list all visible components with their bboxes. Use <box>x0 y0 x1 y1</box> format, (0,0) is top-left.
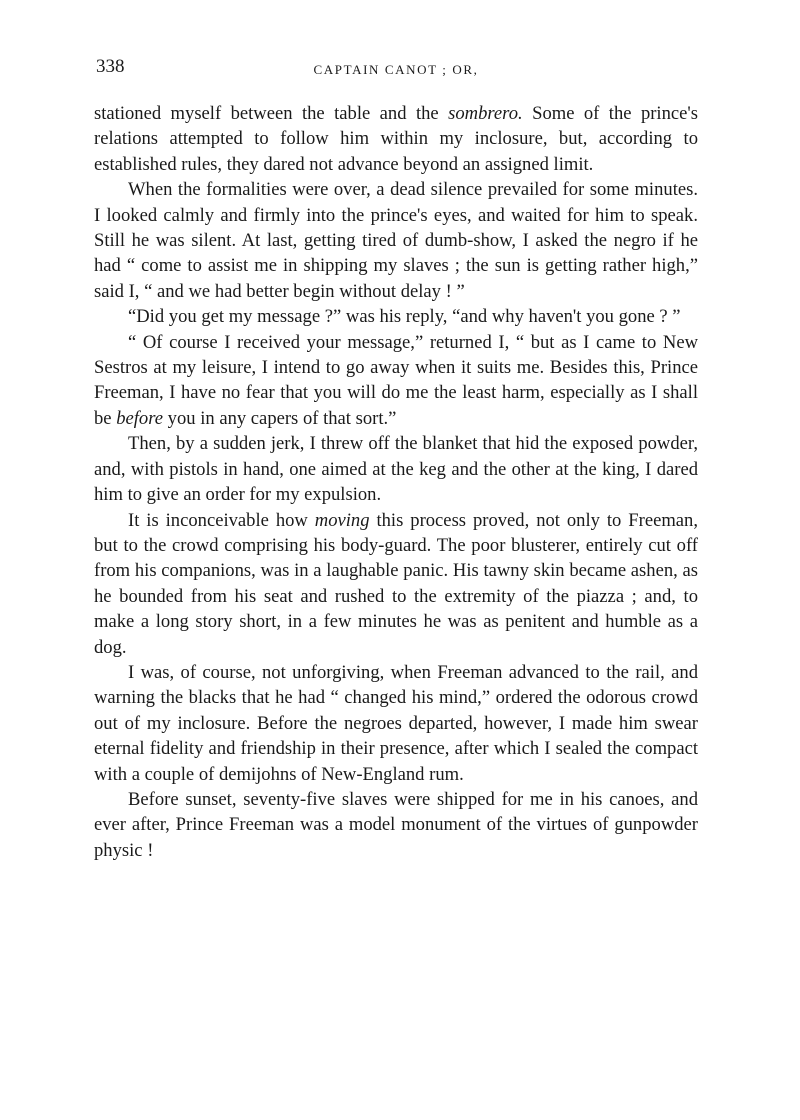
italic-word-before: before <box>116 407 164 429</box>
italic-word-sombrero: sombrero. <box>448 103 523 124</box>
paragraph-2: When the formalities were over, a dead silence prevailed for some minutes. I looked calmly and firmly into the prince's eyes, and waited for him to speak. Still he was silent. At last, getting tired of dumb-show, I asked the negro if he had “ come to assist me in shipping my slaves ; the sun is getting rather high,” said I, “ and we had better begin without delay ! ” <box>94 179 698 302</box>
running-title: CAPTAIN CANOT ; OR, <box>313 62 479 77</box>
paragraph-6: It is inconceivable how moving this process proved, not only to Freeman, but to the crowd comprising his body-guard. The poor blusterer, entirely cut off from his companions, was in a laughable panic. His tawny skin became ashen, as he bounded from his seat and rushed to the extremity of the piazza ; and, to make a long story short, in a few minutes he was as penitent and humble as a dog. <box>94 509 698 658</box>
paragraph-4: “ Of course I received your message,” returned I, “ but as I came to New Sestros at my leisure, I intend to go away when it suits me. Besides this, Prince Freeman, I have no fear that you will do me the least harm, especially as I shall be before you in any capers of that sort.” <box>94 331 698 429</box>
page-number: 338 <box>96 56 125 77</box>
paragraph-3: “Did you get my message ?” was his reply, “and why haven't you gone ? ” <box>128 306 681 328</box>
paragraph-5: Then, by a sudden jerk, I threw off the blanket that hid the exposed powder, and, with pistols in hand, one aimed at the keg and the other at the king, I dared him to give an order for my expulsion. <box>94 433 698 506</box>
paragraph-1: stationed myself between the table and the sombrero. Some of the prince's relations attempted to follow him within my inclosure, but, according to established rules, they dared not advance beyond an assigned limit. <box>94 103 698 175</box>
body-text <box>94 101 698 863</box>
paragraph-7: I was, of course, not unforgiving, when Freeman advanced to the rail, and warning the blacks that he had “ changed his mind,” ordered the odorous crowd out of my inclosure. Before the negroes departed, however, I made him swear eternal fidelity and friendship in their presence, after which I sealed the compact with a couple of demijohns of New-England rum. <box>94 661 698 785</box>
book-page <box>94 56 698 863</box>
paragraph-8: Before sunset, seventy-five slaves were shipped for me in his canoes, and ever after, Prince Freeman was a model monument of the virtues of gunpowder physic ! <box>94 788 698 861</box>
running-head <box>94 56 698 86</box>
italic-word-moving: moving <box>314 509 370 531</box>
